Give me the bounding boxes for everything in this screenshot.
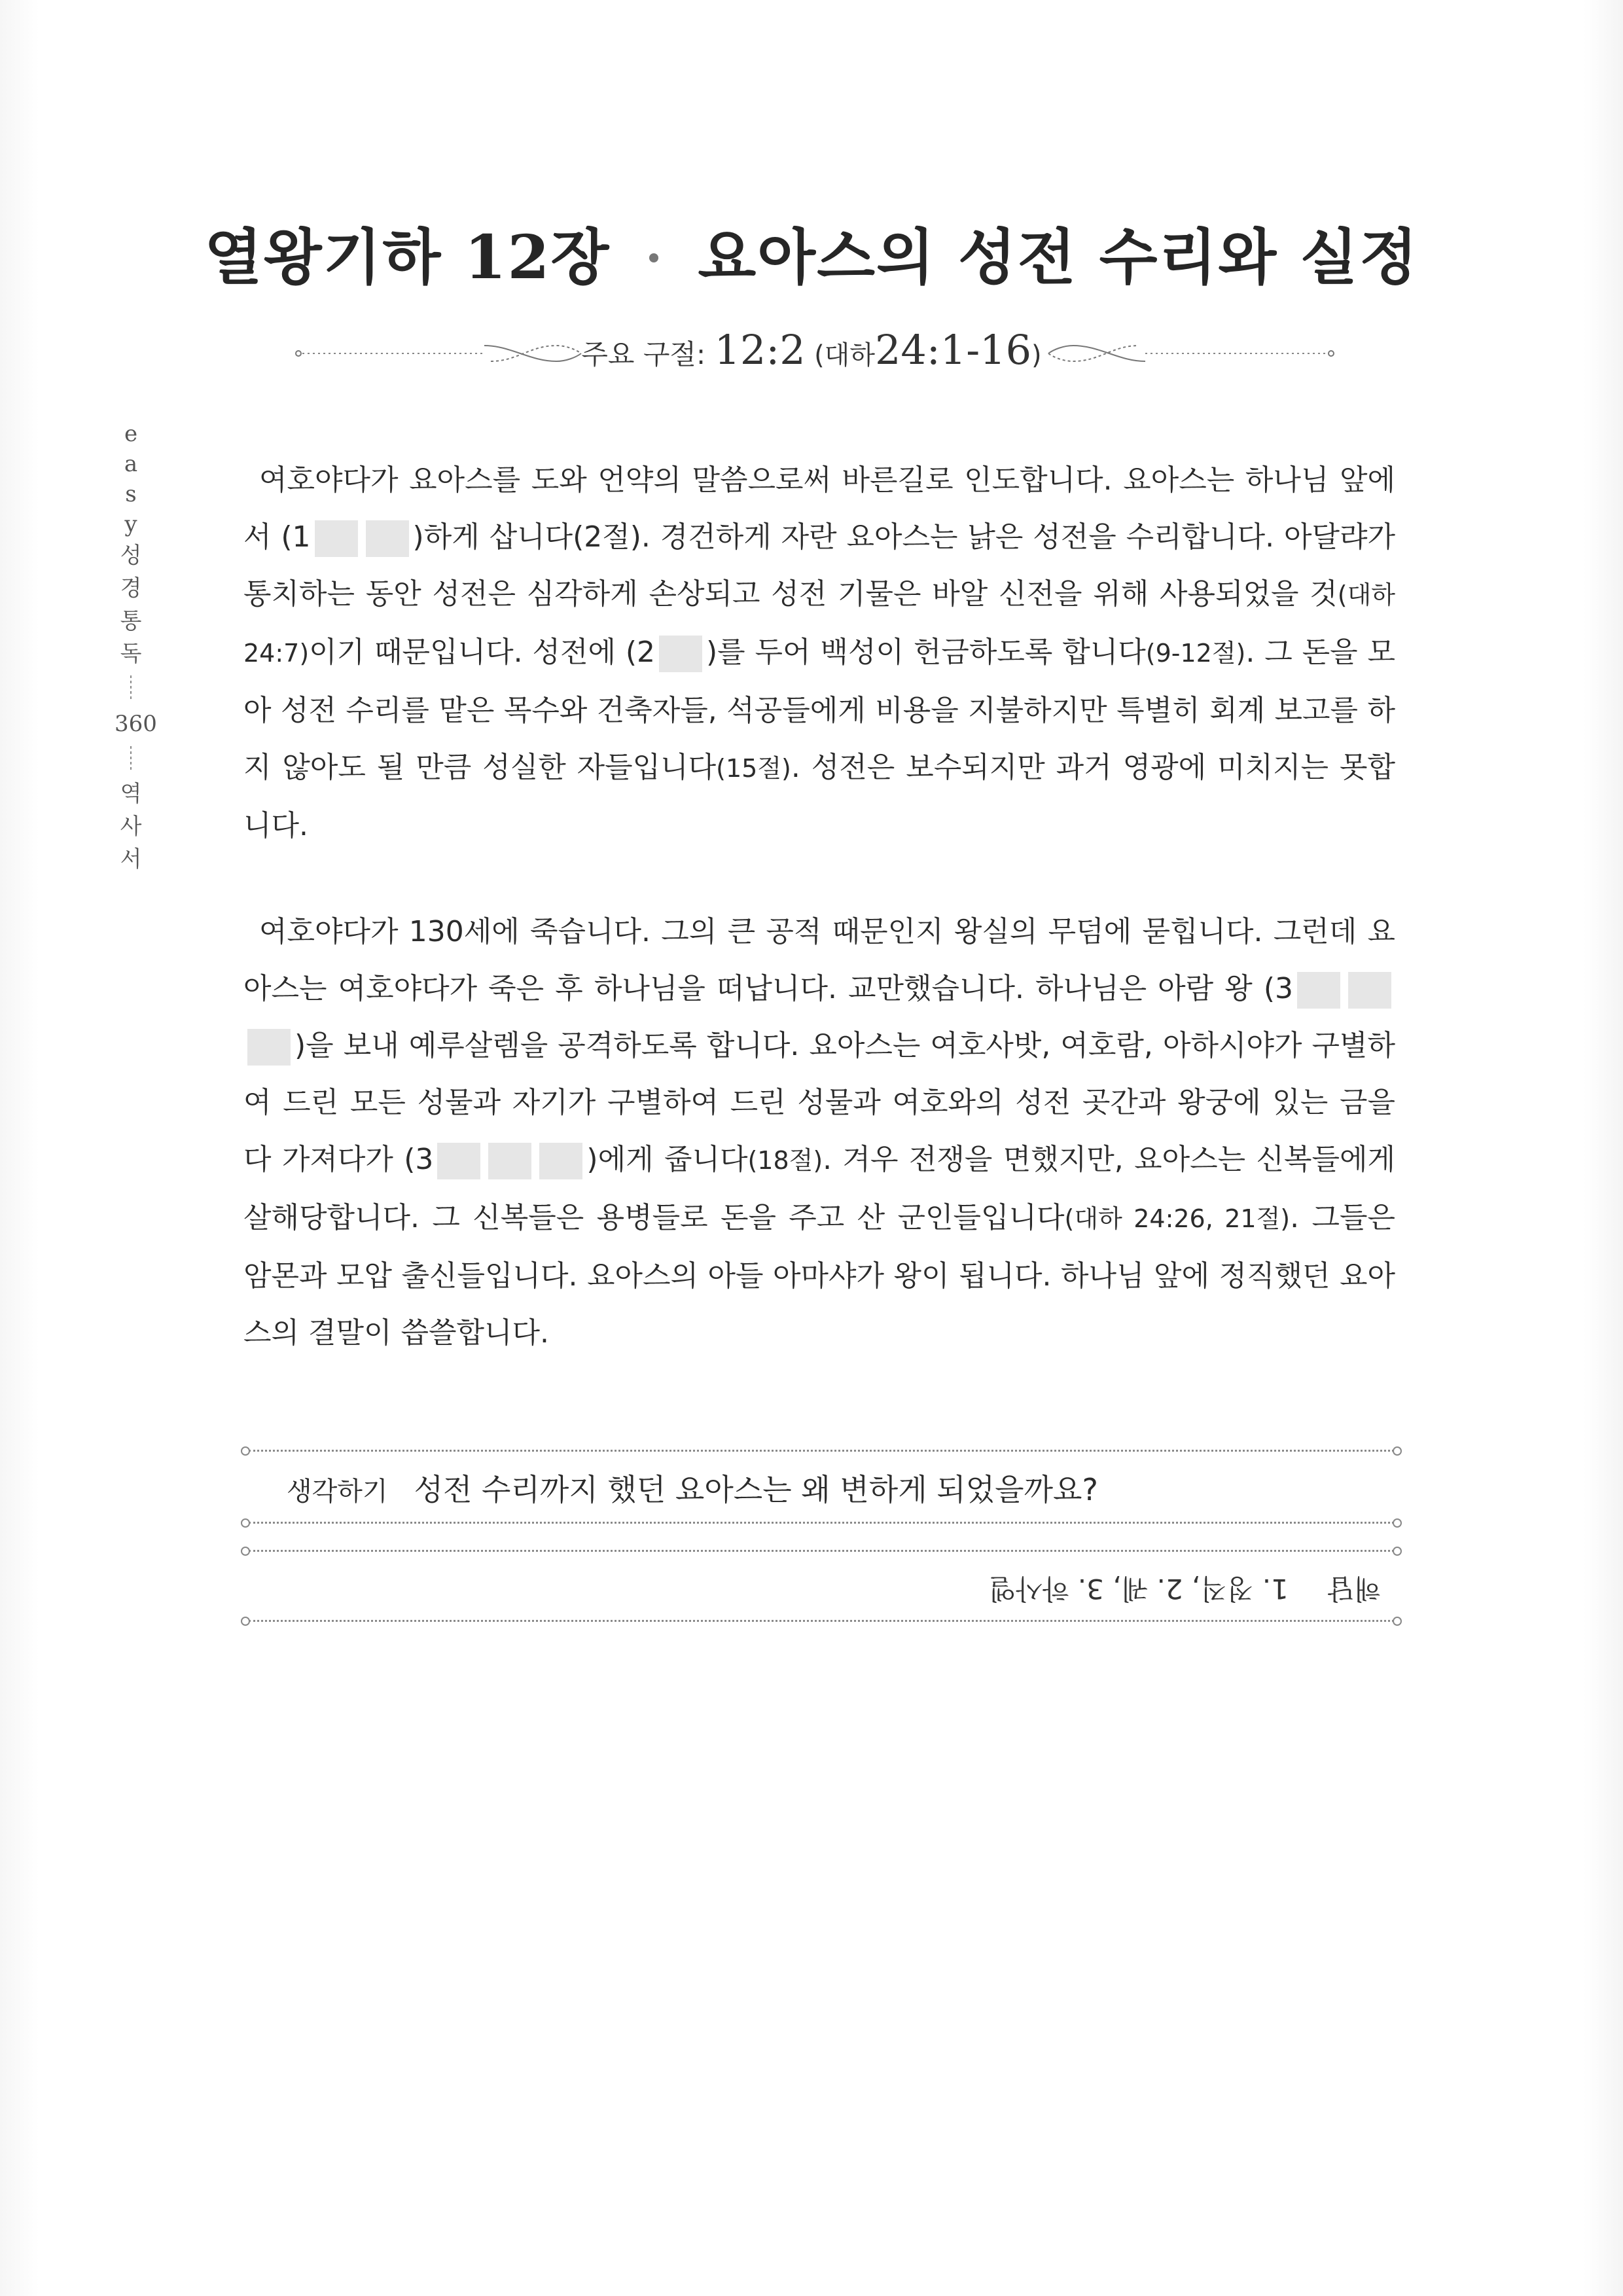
text-run: )를 두어 백성이 헌금하도록 합니다: [706, 636, 1146, 669]
fill-in-blank: [437, 1143, 480, 1179]
series-letter: a: [124, 451, 138, 477]
page-number: 360: [115, 711, 157, 737]
answer-upside-down: [897, 1571, 1381, 1610]
key-verse: [0, 326, 1623, 374]
think-section: [287, 1466, 1098, 1509]
side-divider: [130, 675, 132, 702]
text-run: 이기 때문입니다. 성전에 (2: [309, 636, 655, 669]
paragraph-2: [243, 903, 1395, 1361]
side-divider: [130, 746, 132, 772]
fill-in-blank: [1348, 972, 1391, 1009]
fill-in-blank: [488, 1143, 531, 1179]
series-letter: y: [124, 511, 137, 537]
parallel-suffix: ): [1031, 340, 1042, 370]
page-title: [0, 209, 1623, 296]
text-run: . 성전은 보수되지만 과거 영광에 미치지는 못합니다.: [243, 751, 1395, 842]
cross-reference: (대하 24:7): [243, 581, 1395, 668]
answer-box-top-rule: [249, 1550, 1394, 1552]
think-box-top-rule: [249, 1450, 1394, 1452]
text-run: )하게 삽니다(2절). 경건하게 자란 요아스는 낡은 성전을 수리합니다. 아달랴가 통치하는 동안 성전은 심각하게 손상되고 성전 기물은 바알 신전을 위해 사용되었을 것: [243, 520, 1395, 611]
right-ornament-icon: [1047, 340, 1335, 367]
chapter-title: 요아스의 성전 수리와 실정: [698, 222, 1419, 293]
parallel-reference: 24:1-16: [874, 326, 1032, 374]
fill-in-blank: [659, 636, 702, 672]
answer-label: 해답: [1327, 1573, 1381, 1605]
cross-reference: (9-12절): [1145, 639, 1246, 668]
series-letter: e: [124, 421, 138, 447]
series-char: 독: [120, 641, 142, 667]
title-separator-dot: [649, 253, 658, 262]
series-char: 통: [120, 608, 142, 634]
answer-box-bottom-rule: [249, 1620, 1394, 1622]
fill-in-blank: [1297, 972, 1340, 1009]
cross-reference: (대하 24:26, 21절): [1064, 1204, 1291, 1233]
text-run: . 그 돈을 모아 성전 수리를 맡은 목수와 건축자들, 석공들에게 비용을 지불하지만 특별히 회계 보고를 하지 않아도 될 만큼 성실한 자들입니다: [243, 636, 1395, 784]
text-run: . 그들은 암몬과 모압 출신들입니다. 요아스의 아들 아마샤가 왕이 됩니다. 하나님 앞에 정직했던 요아스의 결말이 씁쓸합니다.: [243, 1201, 1395, 1350]
series-letter: s: [125, 481, 137, 507]
parallel-prefix: (대하: [814, 340, 875, 370]
series-char: 성: [120, 543, 142, 569]
fill-in-blank: [366, 520, 409, 557]
side-running-label: [115, 419, 157, 876]
text-run: . 겨우 전쟁을 면했지만, 요아스는 신복들에게 살해당합니다. 그 신복들은 용병들로 돈을 주고 산 군인들입니다: [243, 1143, 1396, 1234]
key-verse-reference: 12:2: [714, 326, 806, 374]
section-char: 사: [120, 814, 142, 840]
section-char: 서: [120, 846, 142, 872]
cross-reference: (15절): [716, 754, 791, 783]
text-run: )을 보내 예루살렘을 공격하도록 합니다. 요아스는 여호사밧, 여호람, 아하시야가 구별하여 드린 모든 성물과 자기가 구별하여 드린 성물과 여호와의 성전 곳간과 왕궁에 있는 금을 다 가져다가 (3: [243, 1029, 1395, 1176]
section-char: 역: [120, 781, 142, 807]
think-question: 성전 수리까지 했던 요아스는 왜 변하게 되었을까요?: [414, 1472, 1098, 1507]
think-box-bottom-rule: [249, 1522, 1394, 1524]
key-verse-label: 주요 구절:: [581, 338, 706, 370]
cross-reference: (18절): [747, 1146, 823, 1175]
text-run: 여호야다가 요아스를 도와 언약의 말씀으로써 바른길로 인도합니다. 요아스는 하나님 앞에서 (1: [243, 463, 1395, 554]
fill-in-blank: [315, 520, 358, 557]
answer-text: 1. 정직, 2. 궤, 3. 하사엘: [989, 1573, 1289, 1605]
think-label: 생각하기: [287, 1477, 388, 1507]
book-chapter: 열왕기하 12장: [204, 222, 611, 293]
series-char: 경: [120, 575, 142, 601]
text-run: )에게 줍니다: [586, 1143, 748, 1176]
text-run: 여호야다가 130세에 죽습니다. 그의 큰 공적 때문인지 왕실의 무덤에 묻힙니다. 그런데 요아스는 여호야다가 죽은 후 하나님을 떠납니다. 교만했습니다. 하나님은 아람 왕 (3: [243, 915, 1396, 1005]
fill-in-blank: [247, 1029, 291, 1066]
fill-in-blank: [539, 1143, 582, 1179]
paragraph-1: [243, 452, 1395, 854]
